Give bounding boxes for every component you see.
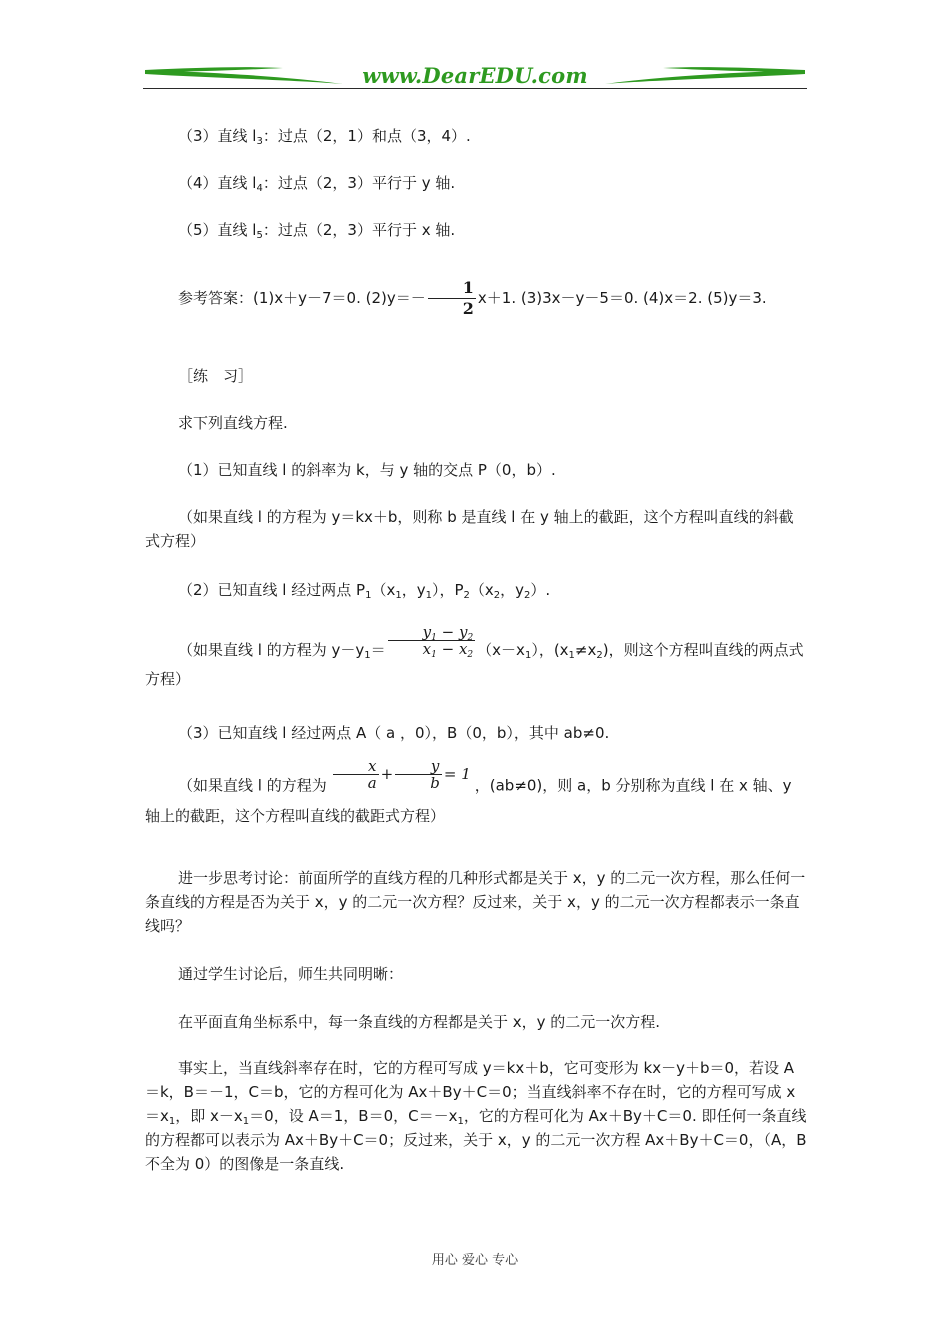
page-header bbox=[143, 62, 807, 90]
item-line-5: （5）直线 $l_5$：过点（2，3）平行于 x 轴. bbox=[178, 221, 456, 241]
note-2: （如果直线 l 的方程为 $y-y_1=$ $\frac{y_1 - y_2}{x_1 - x_2}$ $(x-x_1)$，$(x_1\ne x_2)$，则这个方程叫直线的两点式方程） bbox=[145, 623, 804, 688]
page-footer: 用心 爱心 专心 bbox=[431, 1253, 519, 1268]
item-line-3: （3）直线 $l_3$：过点（2，1）和点（3，4）. bbox=[178, 127, 471, 147]
site-logo-text[interactable]: www.DearEDU.com bbox=[362, 63, 588, 88]
reference-answer: 参考答案：(1)x＋y－7＝0. (2)y＝－ $\frac{1}{2}$ x＋1. (3)3x－y－5＝0. (4)x＝2. (5)y＝3. bbox=[178, 278, 767, 318]
after-discussion: 通过学生讨论后，师生共同明晰： bbox=[178, 965, 404, 983]
header-divider bbox=[143, 88, 807, 89]
question-2: （2）已知直线 l 经过两点 $P_1(x_1$，$y_1$），$P_2(x_2$，$y_2$）. bbox=[178, 581, 551, 601]
two-point-fraction: $\frac{y_1 - y_2}{x_1 - x_2}$ bbox=[388, 624, 476, 657]
discussion-paragraph: 进一步思考讨论：前面所学的直线方程的几种形式都是关于 x，y 的二元一次方程，那么任何一条直线的方程是否为关于 x，y 的二元一次方程？反过来，关于 x，y 的二元一次方程都表示一条直线吗？ bbox=[145, 869, 806, 935]
question-1: （1）已知直线 l 的斜率为 k，与 y 轴的交点 P（0，b）. bbox=[178, 461, 556, 479]
item-line-4: （4）直线 $l_4$：过点（2，3）平行于 y 轴. bbox=[178, 174, 456, 194]
claim-paragraph: 在平面直角坐标系中，每一条直线的方程都是关于 x，y 的二元一次方程. bbox=[178, 1013, 661, 1031]
practice-heading: ［练 习］ bbox=[178, 367, 254, 385]
fraction-one-half: $\frac{1}{2}$ bbox=[428, 278, 476, 319]
intercept-formula: $\frac{x}{a}$ + $\frac{y}{b}$ = 1 bbox=[331, 765, 471, 783]
note-3: （如果直线 l 的方程为 $\frac{x}{a}$ + $\frac{y}{b}$ = 1，(ab≠0)，则 a，b 分别称为直线 l 在 x 轴、y 轴上的截距，这个方程叫直线的截距式方程） bbox=[145, 757, 792, 825]
practice-intro: 求下列直线方程. bbox=[178, 414, 288, 432]
fact-paragraph: 事实上，当直线斜率存在时，它的方程可写成 y＝kx＋b，它可变形为 kx－y＋b＝0，若设 A＝k，B＝－1，C＝b，它的方程可化为 Ax＋By＋C＝0；当直线斜率不存在时，它的方程可写成 $x=x_1$，即 $x-x_1=0$，设 A＝1，B＝0，$C=-x_1$，它的方程可化为 Ax＋By＋C＝0. 即任何一条直线的方程都可以表示为 Ax＋By＋C＝0；反过来，关于 x，y 的二元一次方程 Ax＋By＋C＝0，（A，B 不全为 0）的图像是一条直线. bbox=[145, 1059, 807, 1173]
question-3: （3）已知直线 l 经过两点 A（ a ，0），B（0，b），其中 ab≠0. bbox=[178, 724, 610, 742]
note-1: （如果直线 l 的方程为 y＝kx＋b，则称 b 是直线 l 在 y 轴上的截距，这个方程叫直线的斜截式方程） bbox=[145, 508, 794, 550]
